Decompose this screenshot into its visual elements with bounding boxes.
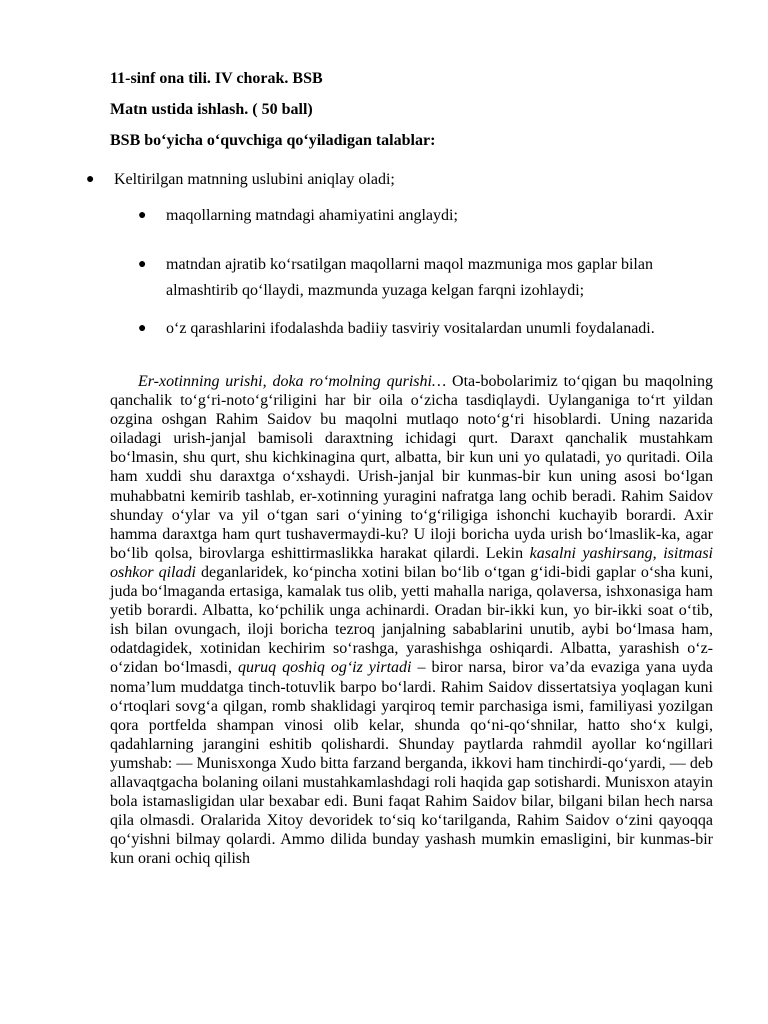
proverb: quruq qoshiq og‘iz yirtadi	[237, 659, 412, 677]
bullet-icon: ●	[138, 257, 147, 272]
requirement-text: Keltirilgan matnning uslubini aniqlay oladi;	[114, 171, 395, 188]
passage-text	[110, 372, 713, 868]
passage-segment: – biror narsa, biror va’da evaziga yana uyda noma’lum muddatga tinch-totuvlik barpo bo‘lardi. Rahim Saidov dissertatsiya yoqlagan kuni o‘rtoqlari sovg‘a qilgan, romb shaklidagi yarqiroq temir parchasiga ismi, familiyasi yozilgan qora portfelda shampan vinosi olib kelar, shunda qo‘ni-qo‘shnilar, hatto sho‘x kulgi, qadahlarning jarangini eshitib qolishardi. Shunday paytlarda rahmdil ayollar ko‘ngillari yumshab: — Munisxonga Xudo bitta farzand berganda, ikkovi ham tinchirdi-qo‘yardi, — deb allavaqtgacha bolaning oilani mustahkamlashdagi roli haqida gap sotishardi. Munisxon atayin bola istamasligidan ular bexabar edi. Buni faqat Rahim Saidov bilar, bilgani bilan hech narsa qila olmasdi. Oralarida Xitoy devoridek to‘siq ko‘tarilganda, Rahim Saidov o‘zini qayoqqa qo‘yishni bilmay qolardi. Ammo dilida bunday yashash mumkin emasligini, bir kunmas-bir kun orani ochiq qilish	[110, 659, 714, 868]
passage-segment: deganlaridek, ko‘pincha xotini bilan bo‘lib o‘tgan g‘idi-bidi gaplar o‘sha kuni, juda bo‘lmaganda ertasiga, kamalak tus olib, yetti mahalla nariga, qolaversa, ishxonasiga ham yetib borardi. Albatta, ko‘pchilik unga achinardi. Oradan bir-ikki kun, yo bir-ikki soat o‘tib, ish bilan ovungach, iloji boricha tezroq janjalning sabablarini unutib, aybi bo‘lmasa ham, odatdagidek, xotinidan kechirim so‘rashga, yarashishga oshiqardi. Albatta, yarashish o‘z-o‘zidan bo‘lmasdi,	[110, 563, 714, 677]
requirement-text: o‘z qarashlarini ifodalashda badiiy tasviriy vositalardan unumli foydalanadi.	[166, 320, 655, 337]
proverb: Er-xotinning urishi, doka ro‘molning qurishi…	[138, 373, 447, 390]
bullet-icon: ●	[138, 208, 147, 223]
bullet-icon: ●	[138, 321, 147, 336]
requirement-text: matndan ajratib ko‘rsatilgan maqollarni maqol mazmuniga mos gaplar bilan almashtirib qo‘llaydi, mazmunda yuzaga kelgan farqni izohlaydi;	[166, 256, 653, 299]
bullet-icon: ●	[86, 172, 95, 187]
document-title: 11-sinf ona tili. IV chorak. BSB	[110, 70, 323, 87]
task-title: Matn ustida ishlash. ( 50 ball)	[110, 101, 313, 118]
passage-segment: Ota-bobolarimiz to‘qigan bu maqolning qanchalik to‘g‘ri-noto‘g‘riligini har bir oila o‘zicha tasdiqlaydi. Uylanganiga to‘rt yildan ozgina oshgan Rahim Saidov bu maqolni mutlaqo noto‘g‘ri hisoblardi. Uning nazarida oiladagi urish-janjal bamisoli daraxtning ichidagi qurt. Daraxt qanchalik mustahkam bo‘lmasin, shu qurt, shu kichkinagina qurt, albatta, bir kun uni yo qulatadi, yo quritadi. Oila ham xuddi shu daraxtga o‘xshaydi. Urish-janjal bir kunmas-bir kun uning asosi bo‘lgan muhabbatni kemirib tashlab, er-xotinning yuragini nafratga lang ochib beradi. Rahim Saidov shunday o‘ylar va yil o‘tgan sari o‘yining to‘g‘riligiga ishonchi kuchayib borardi. Axir hamma daraxtga ham qurt tushavermaydi-ku? U iloji boricha uyda urish bo‘lmaslik-ka, agar bo‘lib qolsa, birovlarga eshittirmaslikka harakat qilardi. Lekin	[110, 373, 713, 562]
requirements-title: BSB bo‘yicha o‘quvchiga qo‘yiladigan talablar:	[110, 132, 436, 149]
requirement-text: maqollarning matndagi ahamiyatini anglaydi;	[166, 207, 458, 224]
proverb: kasalni yashirsang, isitmasi oshkor qiladi	[110, 544, 714, 581]
